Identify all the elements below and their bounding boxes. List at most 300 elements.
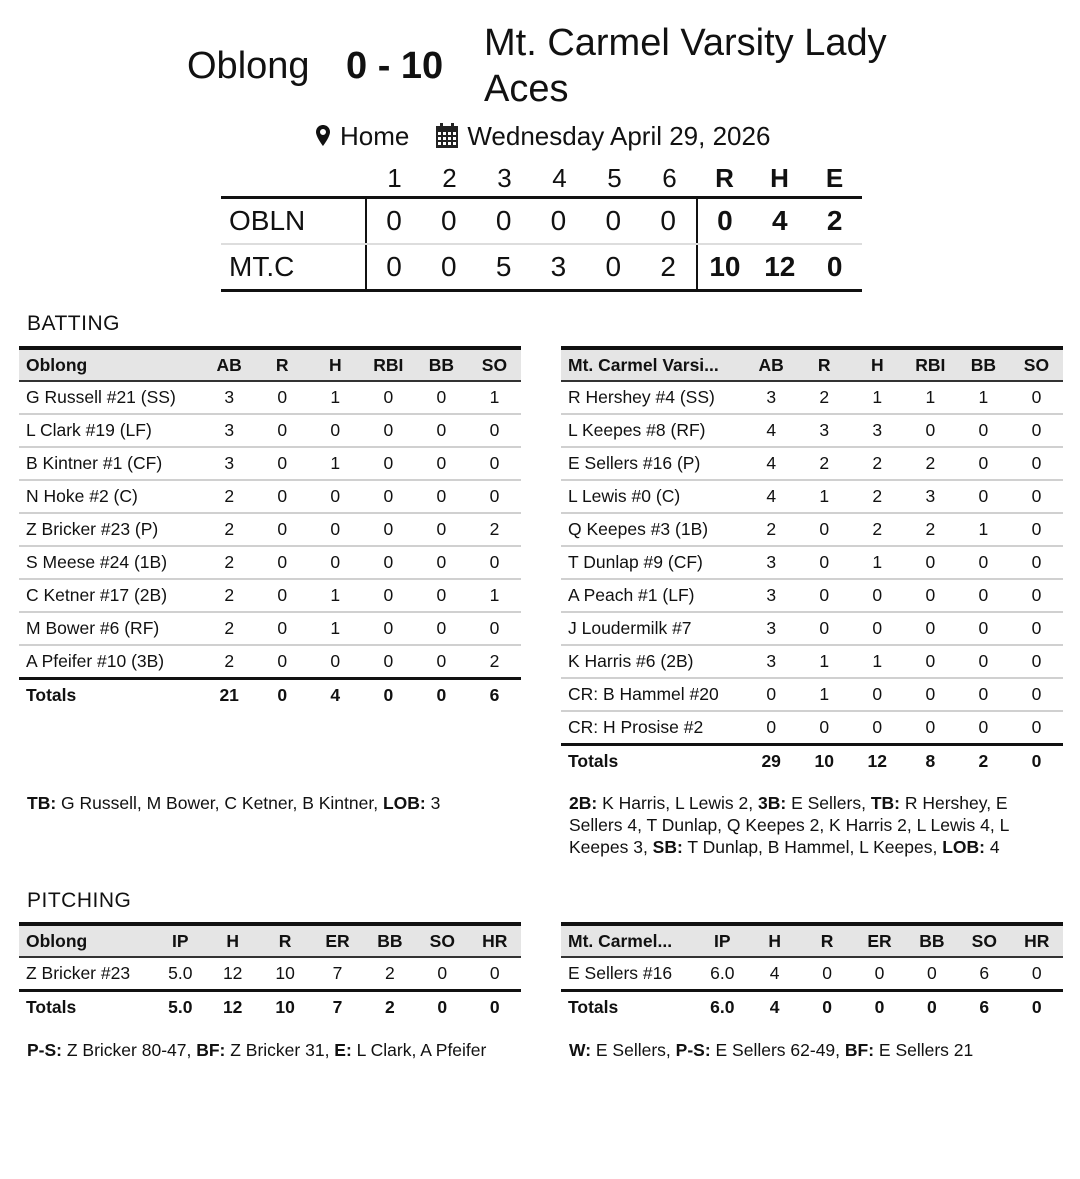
note-label: P-S:	[675, 1040, 711, 1060]
stat-cell: 0	[904, 579, 957, 612]
stat-cell: 2	[798, 447, 851, 480]
total-cell: 0	[415, 679, 468, 712]
player-name: CR: B Hammel #20	[561, 678, 745, 711]
player-row	[19, 957, 521, 991]
stat-column-header: H	[309, 348, 362, 381]
player-name: R Hershey #4 (SS)	[561, 381, 745, 414]
stat-column-header: H	[748, 924, 800, 957]
stat-cell: 1	[904, 381, 957, 414]
stat-column-header: ER	[311, 924, 363, 957]
stat-cell: 0	[1010, 480, 1063, 513]
team-column-header: Mt. Carmel...	[561, 924, 696, 957]
stat-cell: 2	[203, 546, 256, 579]
total-cell: 29	[745, 745, 798, 778]
note-label: TB:	[870, 793, 900, 813]
totals-label: Totals	[19, 991, 154, 1024]
stat-cell: 0	[1010, 381, 1063, 414]
stat-cell: 0	[1010, 612, 1063, 645]
stat-cell: 0	[904, 678, 957, 711]
stat-cell: 0	[383, 651, 394, 671]
player-name: J Loudermilk #7	[561, 612, 745, 645]
stat-cell: 2	[203, 612, 256, 645]
stat-cell: 0	[362, 612, 415, 645]
stat-cell: 0	[798, 546, 851, 579]
inning-score: 0	[386, 205, 402, 236]
stat-column-header: BB	[957, 348, 1010, 381]
total-cell: 0	[416, 991, 468, 1024]
stat-cell: 2	[798, 381, 851, 414]
team-column-header: Oblong	[19, 924, 154, 957]
inning-score: 0	[605, 205, 622, 236]
note-text: E Sellers 62-49,	[710, 1040, 845, 1060]
total-cell: 2	[957, 745, 1010, 778]
totals-row	[561, 991, 1063, 1024]
stat-cell: 0	[904, 414, 957, 447]
total-cell: 0	[256, 679, 309, 712]
stat-cell: 0	[798, 579, 851, 612]
stat-cell: 0	[957, 579, 1010, 612]
stat-cell: 0	[925, 717, 936, 737]
player-row	[19, 480, 521, 513]
stat-cell: 0	[1010, 447, 1063, 480]
stat-cell: 3	[203, 414, 256, 447]
stat-cell: 0	[256, 480, 309, 513]
stat-cell: 1	[468, 381, 521, 414]
pitching-table-home	[561, 922, 1063, 1023]
stat-cell: 0	[1010, 579, 1063, 612]
player-row	[561, 612, 1063, 645]
inning-score: 0	[605, 251, 622, 282]
total-cell: 0	[853, 991, 905, 1024]
stat-cell: 10	[275, 963, 295, 983]
player-name: M Bower #6 (RF)	[19, 612, 203, 645]
stat-column-header: RBI	[904, 348, 957, 381]
note-text: E Sellers 21	[874, 1040, 974, 1060]
note-label: TB:	[27, 793, 57, 813]
stat-column-header: IP	[696, 924, 748, 957]
stat-cell: 4	[745, 480, 798, 513]
stat-cell: 2	[203, 480, 256, 513]
stat-cell: 2	[224, 651, 235, 671]
stat-column-header: BB	[906, 924, 958, 957]
totals-row	[19, 991, 521, 1024]
note-label: SB:	[652, 837, 683, 857]
note-text: 3	[425, 793, 441, 813]
team-column-header: Oblong	[19, 348, 203, 381]
total-hits: 12	[764, 251, 796, 282]
total-runs: 0	[696, 199, 753, 243]
stat-column-header: HR	[469, 924, 522, 957]
note-label: 2B:	[569, 793, 598, 813]
player-row	[561, 711, 1063, 745]
player-row	[561, 645, 1063, 678]
stat-column-header: SO	[958, 924, 1010, 957]
player-name: Z Bricker #23 (P)	[19, 513, 203, 546]
stat-cell: 3	[745, 381, 798, 414]
pitching-section-title: PITCHING	[27, 889, 132, 912]
stat-column-header: AB	[745, 348, 798, 381]
stat-cell: 0	[256, 513, 309, 546]
inning-label: 4	[552, 162, 567, 193]
player-name: A Peach #1 (LF)	[561, 579, 745, 612]
batting-table-home	[561, 346, 1063, 777]
stat-cell: 0	[468, 447, 521, 480]
stat-cell: 4	[769, 963, 780, 983]
stat-cell: 0	[819, 717, 830, 737]
player-row	[19, 612, 521, 645]
stat-cell: 0	[851, 612, 904, 645]
note-text: K Harris, L Lewis 2,	[597, 793, 758, 813]
stat-column-header: AB	[203, 348, 256, 381]
stat-column-header: SO	[416, 924, 468, 957]
player-row	[561, 678, 1063, 711]
player-name: N Hoke #2 (C)	[19, 480, 203, 513]
stat-cell: 0	[415, 546, 468, 579]
inning-label: 5	[607, 162, 622, 193]
stat-cell: 0	[415, 480, 468, 513]
inning-score: 0	[441, 251, 457, 282]
player-row	[561, 480, 1063, 513]
stat-cell: 2	[203, 579, 256, 612]
game-location: Home	[340, 121, 410, 151]
runs-label: R	[715, 162, 734, 193]
stat-cell: 0	[415, 447, 468, 480]
stat-cell: 0	[256, 447, 309, 480]
batting-table-away	[19, 346, 521, 711]
line-score-header	[221, 160, 862, 196]
stat-column-header: R	[801, 924, 853, 957]
stat-cell: 0	[415, 513, 468, 546]
stat-cell: 0	[362, 579, 415, 612]
total-cell: 5.0	[154, 991, 206, 1024]
total-cell: 6.0	[696, 991, 748, 1024]
final-score: 0 - 10	[346, 45, 444, 87]
stat-cell: 4	[745, 414, 798, 447]
stat-cell: 0	[851, 579, 904, 612]
stat-cell: 1	[798, 678, 851, 711]
player-row	[561, 414, 1063, 447]
player-row	[561, 513, 1063, 546]
stat-cell: 6	[979, 963, 990, 983]
note-label: E:	[334, 1040, 352, 1060]
stat-cell: 0	[978, 717, 989, 737]
inning-label: 2	[442, 162, 457, 193]
stat-cell: 0	[851, 678, 904, 711]
pitching-notes-home	[569, 1039, 1059, 1061]
player-row	[19, 645, 521, 679]
note-label: 3B:	[758, 793, 787, 813]
player-name: T Dunlap #9 (CF)	[561, 546, 745, 579]
stat-cell: 0	[362, 480, 415, 513]
total-cell: 0	[362, 679, 415, 712]
stat-cell: 1	[309, 612, 362, 645]
totals-row	[19, 679, 521, 712]
stat-cell: 7	[332, 963, 343, 983]
stat-cell: 1	[851, 546, 904, 579]
inning-score: 3	[550, 251, 567, 282]
stat-cell: 3	[745, 645, 798, 678]
player-row	[19, 579, 521, 612]
player-row	[19, 447, 521, 480]
totals-label: Totals	[561, 991, 696, 1024]
stat-cell: 0	[798, 513, 851, 546]
stat-column-header: HR	[1011, 924, 1064, 957]
stat-cell: 3	[851, 414, 904, 447]
player-name: E Sellers #16	[568, 963, 673, 983]
stat-cell: 0	[362, 414, 415, 447]
stat-cell: 0	[362, 546, 415, 579]
stat-cell: 0	[957, 447, 1010, 480]
pitching-notes-away	[27, 1039, 497, 1061]
stat-cell: 0	[1010, 414, 1063, 447]
stat-cell: 1	[851, 381, 904, 414]
player-name: B Kintner #1 (CF)	[19, 447, 203, 480]
stat-cell: 1	[309, 381, 362, 414]
stat-cell: 0	[904, 645, 957, 678]
team-abbr: MT.C	[221, 245, 367, 289]
total-cell: 0	[906, 991, 958, 1024]
player-name: A Pfeifer #10 (3B)	[26, 651, 165, 671]
inning-score: 0	[550, 205, 567, 236]
note-text: 4	[984, 837, 1000, 857]
stat-cell: 2	[745, 513, 798, 546]
inning-label: 1	[387, 162, 402, 193]
inning-score: 0	[441, 205, 457, 236]
note-text: Z Bricker 31,	[225, 1040, 335, 1060]
stat-cell: 1	[309, 447, 362, 480]
stat-column-header: BB	[364, 924, 416, 957]
stat-cell: 0	[468, 612, 521, 645]
note-text: G Russell, M Bower, C Ketner, B Kintner,	[56, 793, 383, 813]
total-cell: 12	[851, 745, 904, 778]
stat-cell: 0	[927, 963, 937, 983]
stat-cell: 0	[904, 612, 957, 645]
game-date: Wednesday April 29, 2026	[467, 121, 771, 151]
stat-cell: 2	[203, 513, 256, 546]
stat-cell: 0	[489, 963, 500, 983]
player-name: E Sellers #16 (P)	[561, 447, 745, 480]
stat-cell: 0	[468, 414, 521, 447]
batting-notes-home	[569, 792, 1059, 858]
stat-cell: 2	[468, 513, 521, 546]
stat-cell: 0	[256, 612, 309, 645]
line-score	[221, 160, 862, 292]
stat-cell: 0	[904, 546, 957, 579]
stat-column-header: SO	[468, 348, 521, 381]
stat-cell: 3	[203, 447, 256, 480]
stat-cell: 0	[415, 381, 468, 414]
total-cell: 6	[468, 679, 521, 712]
stat-cell: 1	[468, 579, 521, 612]
stat-column-header: H	[206, 924, 258, 957]
player-name: CR: H Prosise #2	[568, 717, 704, 737]
stat-cell: 4	[745, 447, 798, 480]
player-row	[19, 414, 521, 447]
note-text: E Sellers,	[786, 793, 871, 813]
game-meta	[316, 118, 770, 154]
stat-cell: 0	[1031, 717, 1042, 737]
stat-cell: 0	[415, 414, 468, 447]
total-cell: 21	[203, 679, 256, 712]
errors-label: E	[825, 162, 844, 193]
stat-cell: 0	[256, 579, 309, 612]
player-row	[561, 546, 1063, 579]
stat-cell: 0	[468, 480, 521, 513]
stat-cell: 0	[256, 546, 309, 579]
player-name: L Lewis #0 (C)	[561, 480, 745, 513]
player-row	[561, 381, 1063, 414]
stat-column-header: SO	[1010, 348, 1063, 381]
map-pin-icon	[316, 125, 330, 147]
total-cell: 4	[748, 991, 800, 1024]
stat-column-header: R	[256, 348, 309, 381]
stat-cell: 1	[851, 645, 904, 678]
total-errors: 2	[826, 205, 843, 236]
note-label: BF:	[844, 1040, 875, 1060]
note-text: Z Bricker 80-47,	[62, 1040, 197, 1060]
stat-cell: 0	[309, 480, 362, 513]
stat-cell: 3	[798, 414, 851, 447]
total-cell: 0	[1010, 745, 1063, 778]
player-row	[19, 513, 521, 546]
totals-label: Totals	[561, 745, 745, 778]
stat-cell: 2	[489, 651, 500, 671]
player-name: Q Keepes #3 (1B)	[561, 513, 745, 546]
stat-cell: 2	[851, 447, 904, 480]
stat-cell: 0	[766, 717, 777, 737]
player-name: G Russell #21 (SS)	[19, 381, 203, 414]
inning-score: 0	[386, 251, 402, 282]
stat-cell: 0	[256, 381, 309, 414]
note-label: W:	[569, 1040, 592, 1060]
stat-cell: 0	[957, 678, 1010, 711]
total-cell: 0	[801, 991, 853, 1024]
player-row	[561, 447, 1063, 480]
stat-cell: 0	[309, 513, 362, 546]
player-name: Z Bricker #23	[26, 963, 131, 983]
stat-column-header: R	[798, 348, 851, 381]
note-label: LOB:	[942, 837, 985, 857]
stat-cell: 2	[904, 513, 957, 546]
stat-cell: 3	[745, 612, 798, 645]
stat-cell: 0	[1010, 645, 1063, 678]
player-row	[19, 546, 521, 579]
stat-cell: 1	[798, 480, 851, 513]
home-team-name: Mt. Carmel Varsity Lady Aces	[484, 22, 887, 110]
stat-cell: 0	[798, 612, 851, 645]
stat-cell: 3	[904, 480, 957, 513]
stat-cell: 2	[904, 447, 957, 480]
player-row	[19, 381, 521, 414]
stat-cell: 0	[957, 645, 1010, 678]
inning-score: 0	[495, 205, 512, 236]
total-errors: 0	[826, 251, 843, 282]
totals-row	[561, 745, 1063, 778]
total-runs: 10	[696, 245, 753, 289]
stat-column-header: BB	[415, 348, 468, 381]
stat-cell: 0	[415, 579, 468, 612]
stat-cell: 0	[436, 651, 447, 671]
stat-cell: 3	[203, 381, 256, 414]
stat-cell: 1	[957, 513, 1010, 546]
stat-cell: 2	[385, 963, 395, 983]
stat-cell: 0	[957, 414, 1010, 447]
stat-cell: 12	[222, 963, 243, 983]
stat-column-header: IP	[154, 924, 206, 957]
stat-cell: 0	[330, 651, 341, 671]
stat-cell: 0	[362, 513, 415, 546]
total-hits: 4	[771, 205, 788, 236]
note-text: R Hershey, E Sellers 4, T Dunlap, Q Keepes 2, K Harris 2, L Lewis 4, L Keepes 3,	[569, 793, 1009, 857]
stat-cell: 0	[1010, 513, 1063, 546]
stat-cell: 5.0	[168, 963, 193, 983]
stat-cell: 0	[437, 963, 448, 983]
stat-cell: 1	[957, 381, 1010, 414]
inning-score: 5	[495, 251, 512, 282]
stat-cell: 0	[468, 546, 521, 579]
line-score-row-home	[221, 243, 862, 292]
total-cell: 4	[309, 679, 362, 712]
stat-cell: 0	[822, 963, 832, 983]
player-name: C Ketner #17 (2B)	[19, 579, 203, 612]
note-label: BF:	[196, 1040, 226, 1060]
player-row	[561, 957, 1063, 991]
stat-cell: 0	[745, 678, 798, 711]
total-cell: 6	[958, 991, 1010, 1024]
total-cell: 10	[259, 991, 311, 1024]
stat-cell: 0	[1010, 678, 1063, 711]
player-name: K Harris #6 (2B)	[561, 645, 745, 678]
note-text: T Dunlap, B Hammel, L Keepes,	[682, 837, 943, 857]
stat-cell: 0	[256, 414, 309, 447]
team-column-header: Mt. Carmel Varsi...	[561, 348, 745, 381]
stat-cell: 0	[362, 381, 415, 414]
stat-cell: 1	[309, 579, 362, 612]
total-cell: 0	[469, 991, 522, 1024]
note-label: LOB:	[382, 793, 426, 813]
stat-cell: 0	[872, 717, 883, 737]
note-text: E Sellers,	[591, 1040, 676, 1060]
stat-cell: 0	[957, 546, 1010, 579]
inning-score: 2	[660, 251, 676, 282]
inning-score: 0	[660, 205, 676, 236]
pitching-table-away	[19, 922, 521, 1023]
total-cell: 7	[311, 991, 363, 1024]
stat-cell: 0	[309, 546, 362, 579]
player-name: L Keepes #8 (RF)	[561, 414, 745, 447]
inning-label: 3	[497, 162, 512, 193]
stat-cell: 2	[851, 480, 904, 513]
note-text: L Clark, A Pfeifer	[351, 1040, 487, 1060]
stat-column-header: H	[851, 348, 904, 381]
total-cell: 8	[904, 745, 957, 778]
batting-notes-away	[27, 792, 497, 814]
batting-section-title: BATTING	[27, 312, 120, 335]
player-row	[561, 579, 1063, 612]
total-cell: 0	[1011, 991, 1064, 1024]
total-cell: 10	[798, 745, 851, 778]
stat-column-header: ER	[853, 924, 905, 957]
stat-cell: 2	[851, 513, 904, 546]
note-label: P-S:	[27, 1040, 62, 1060]
line-score-row-away	[221, 196, 862, 243]
stat-cell: 0	[362, 447, 415, 480]
stat-column-header: RBI	[362, 348, 415, 381]
calendar-icon	[435, 123, 459, 149]
stat-cell: 0	[277, 651, 288, 671]
total-cell: 2	[364, 991, 416, 1024]
hits-label: H	[770, 162, 789, 193]
